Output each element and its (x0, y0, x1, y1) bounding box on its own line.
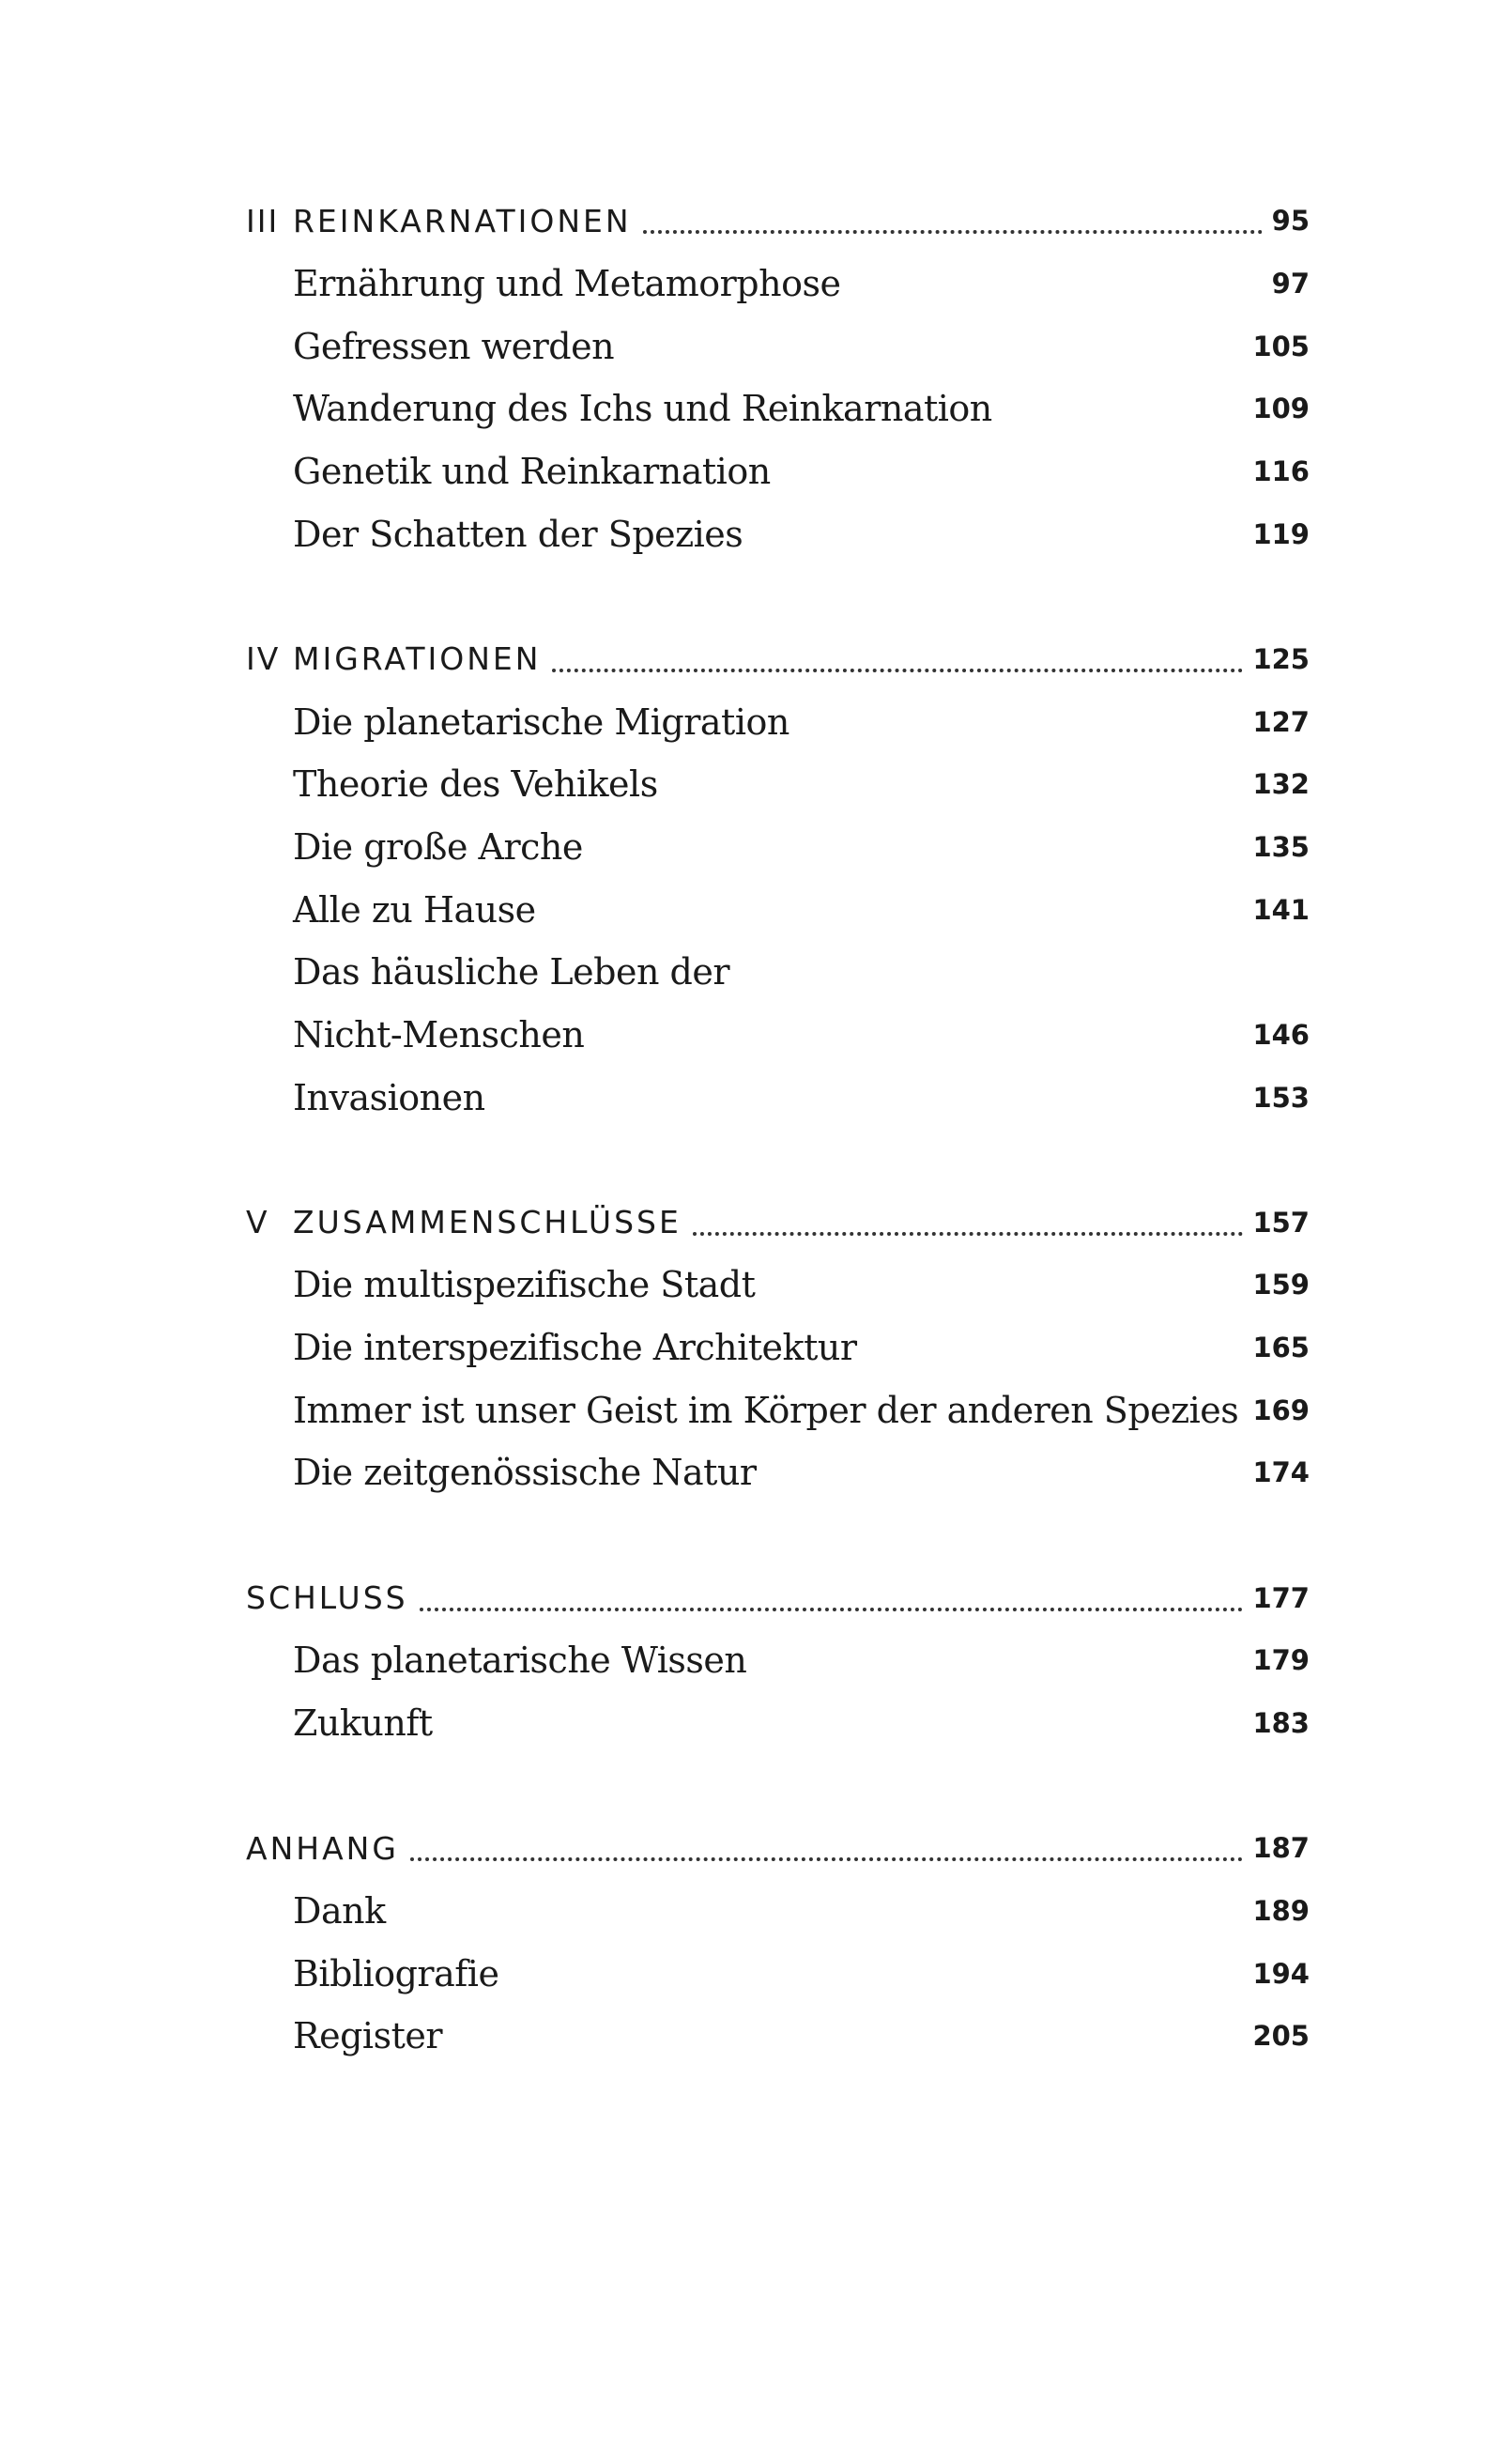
entry-title: Die multispezifische Stadt (293, 1264, 756, 1306)
page-number: 205 (1252, 2020, 1310, 2053)
toc-entry[interactable] (246, 253, 1310, 316)
page-number: 179 (1252, 1644, 1310, 1677)
page-number: 189 (1252, 1895, 1310, 1928)
page-number: 194 (1252, 1957, 1310, 1990)
toc-entry[interactable] (246, 1942, 1310, 2005)
entry-title: Genetik und Reinkarnation (293, 450, 771, 492)
page-number: 119 (1252, 517, 1310, 550)
page-number: 97 (1271, 267, 1310, 300)
section-spacer (246, 1129, 1310, 1192)
toc-entry[interactable] (246, 440, 1310, 503)
dot-leader (410, 1857, 1244, 1861)
entry-title: Ernährung und Metamorphose (293, 262, 841, 304)
table-of-contents (246, 190, 1310, 2068)
dot-leader (693, 1232, 1244, 1236)
dot-leader (420, 1608, 1244, 1611)
chapter-title: ANHANG (246, 1829, 399, 1867)
entry-title: Register (293, 2015, 443, 2057)
page-number: 127 (1252, 705, 1310, 738)
page-number: 159 (1252, 1269, 1310, 1301)
toc-entry[interactable] (246, 878, 1310, 941)
toc-entry[interactable] (246, 502, 1310, 565)
entry-title: Das planetarische Wissen (293, 1640, 747, 1682)
toc-entry[interactable] (246, 1317, 1310, 1379)
toc-entry[interactable] (246, 2005, 1310, 2068)
section-spacer (246, 565, 1310, 628)
entry-title: Zukunft (293, 1702, 433, 1745)
toc-entry[interactable] (246, 1004, 1310, 1067)
chapter-title: MIGRATIONEN (293, 640, 542, 678)
entry-title: Invasionen (293, 1076, 485, 1118)
page-number: 109 (1252, 393, 1310, 425)
entry-title: Theorie des Vehikels (293, 763, 658, 806)
toc-entry[interactable] (246, 753, 1310, 816)
page-number: 169 (1252, 1394, 1310, 1426)
toc-entry[interactable] (246, 1254, 1310, 1317)
entry-title: Immer ist unser Geist im Körper der anderen Spezies (293, 1389, 1239, 1431)
page-number: 174 (1252, 1456, 1310, 1489)
page-number: 165 (1252, 1332, 1310, 1364)
section-heading-row[interactable] (246, 1566, 1310, 1629)
entry-title: Die interspezifische Architektur (293, 1327, 857, 1369)
page-number: 116 (1252, 454, 1310, 487)
chapter-title: ZUSAMMENSCHLÜSSE (293, 1204, 682, 1241)
page-number: 187 (1252, 1832, 1310, 1865)
dot-leader (552, 669, 1243, 672)
toc-entry[interactable] (246, 1066, 1310, 1129)
toc-entry[interactable] (246, 1378, 1310, 1441)
chapter-number: IV (246, 640, 281, 678)
entry-title: Nicht-Menschen (293, 1013, 585, 1055)
page-number: 141 (1252, 893, 1310, 926)
page-number: 135 (1252, 830, 1310, 863)
chapter-title: REINKARNATIONEN (293, 202, 632, 239)
page-number: 146 (1252, 1018, 1310, 1051)
toc-entry[interactable] (246, 690, 1310, 753)
section-heading-row[interactable] (246, 1817, 1310, 1880)
chapter-number: V (246, 1204, 269, 1241)
page-number: 95 (1271, 205, 1310, 238)
section-spacer (246, 1754, 1310, 1817)
page-number: 132 (1252, 768, 1310, 801)
entry-title: Der Schatten der Spezies (293, 513, 743, 555)
toc-entry[interactable] (246, 816, 1310, 879)
toc-entry[interactable] (246, 941, 1310, 1004)
section-heading-row[interactable] (246, 1192, 1310, 1255)
entry-title: Wanderung des Ichs und Reinkarnation (293, 388, 992, 430)
dot-leader (643, 230, 1263, 234)
chapter-number: III (246, 202, 280, 239)
entry-title: Die planetarische Migration (293, 701, 789, 743)
page-number: 177 (1252, 1581, 1310, 1614)
toc-entry[interactable] (246, 315, 1310, 377)
toc-entry[interactable] (246, 377, 1310, 440)
toc-entry[interactable] (246, 1692, 1310, 1755)
chapter-title: SCHLUSS (246, 1579, 408, 1617)
section-spacer (246, 1504, 1310, 1567)
page-number: 157 (1252, 1206, 1310, 1239)
toc-entry[interactable] (246, 1441, 1310, 1504)
entry-title: Gefressen werden (293, 325, 615, 367)
page-number: 105 (1252, 330, 1310, 362)
page-number: 153 (1252, 1081, 1310, 1114)
section-heading-row[interactable] (246, 628, 1310, 691)
entry-title: Die zeitgenössische Natur (293, 1452, 757, 1494)
entry-title: Das häusliche Leben der (293, 951, 730, 993)
toc-entry[interactable] (246, 1629, 1310, 1692)
page-number: 125 (1252, 642, 1310, 675)
entry-title: Alle zu Hause (293, 888, 536, 931)
entry-title: Bibliografie (293, 1952, 499, 1994)
entry-title: Dank (293, 1890, 386, 1933)
page-number: 183 (1252, 1707, 1310, 1740)
entry-title: Die große Arche (293, 825, 583, 868)
section-heading-row[interactable] (246, 190, 1310, 253)
toc-entry[interactable] (246, 1880, 1310, 1943)
